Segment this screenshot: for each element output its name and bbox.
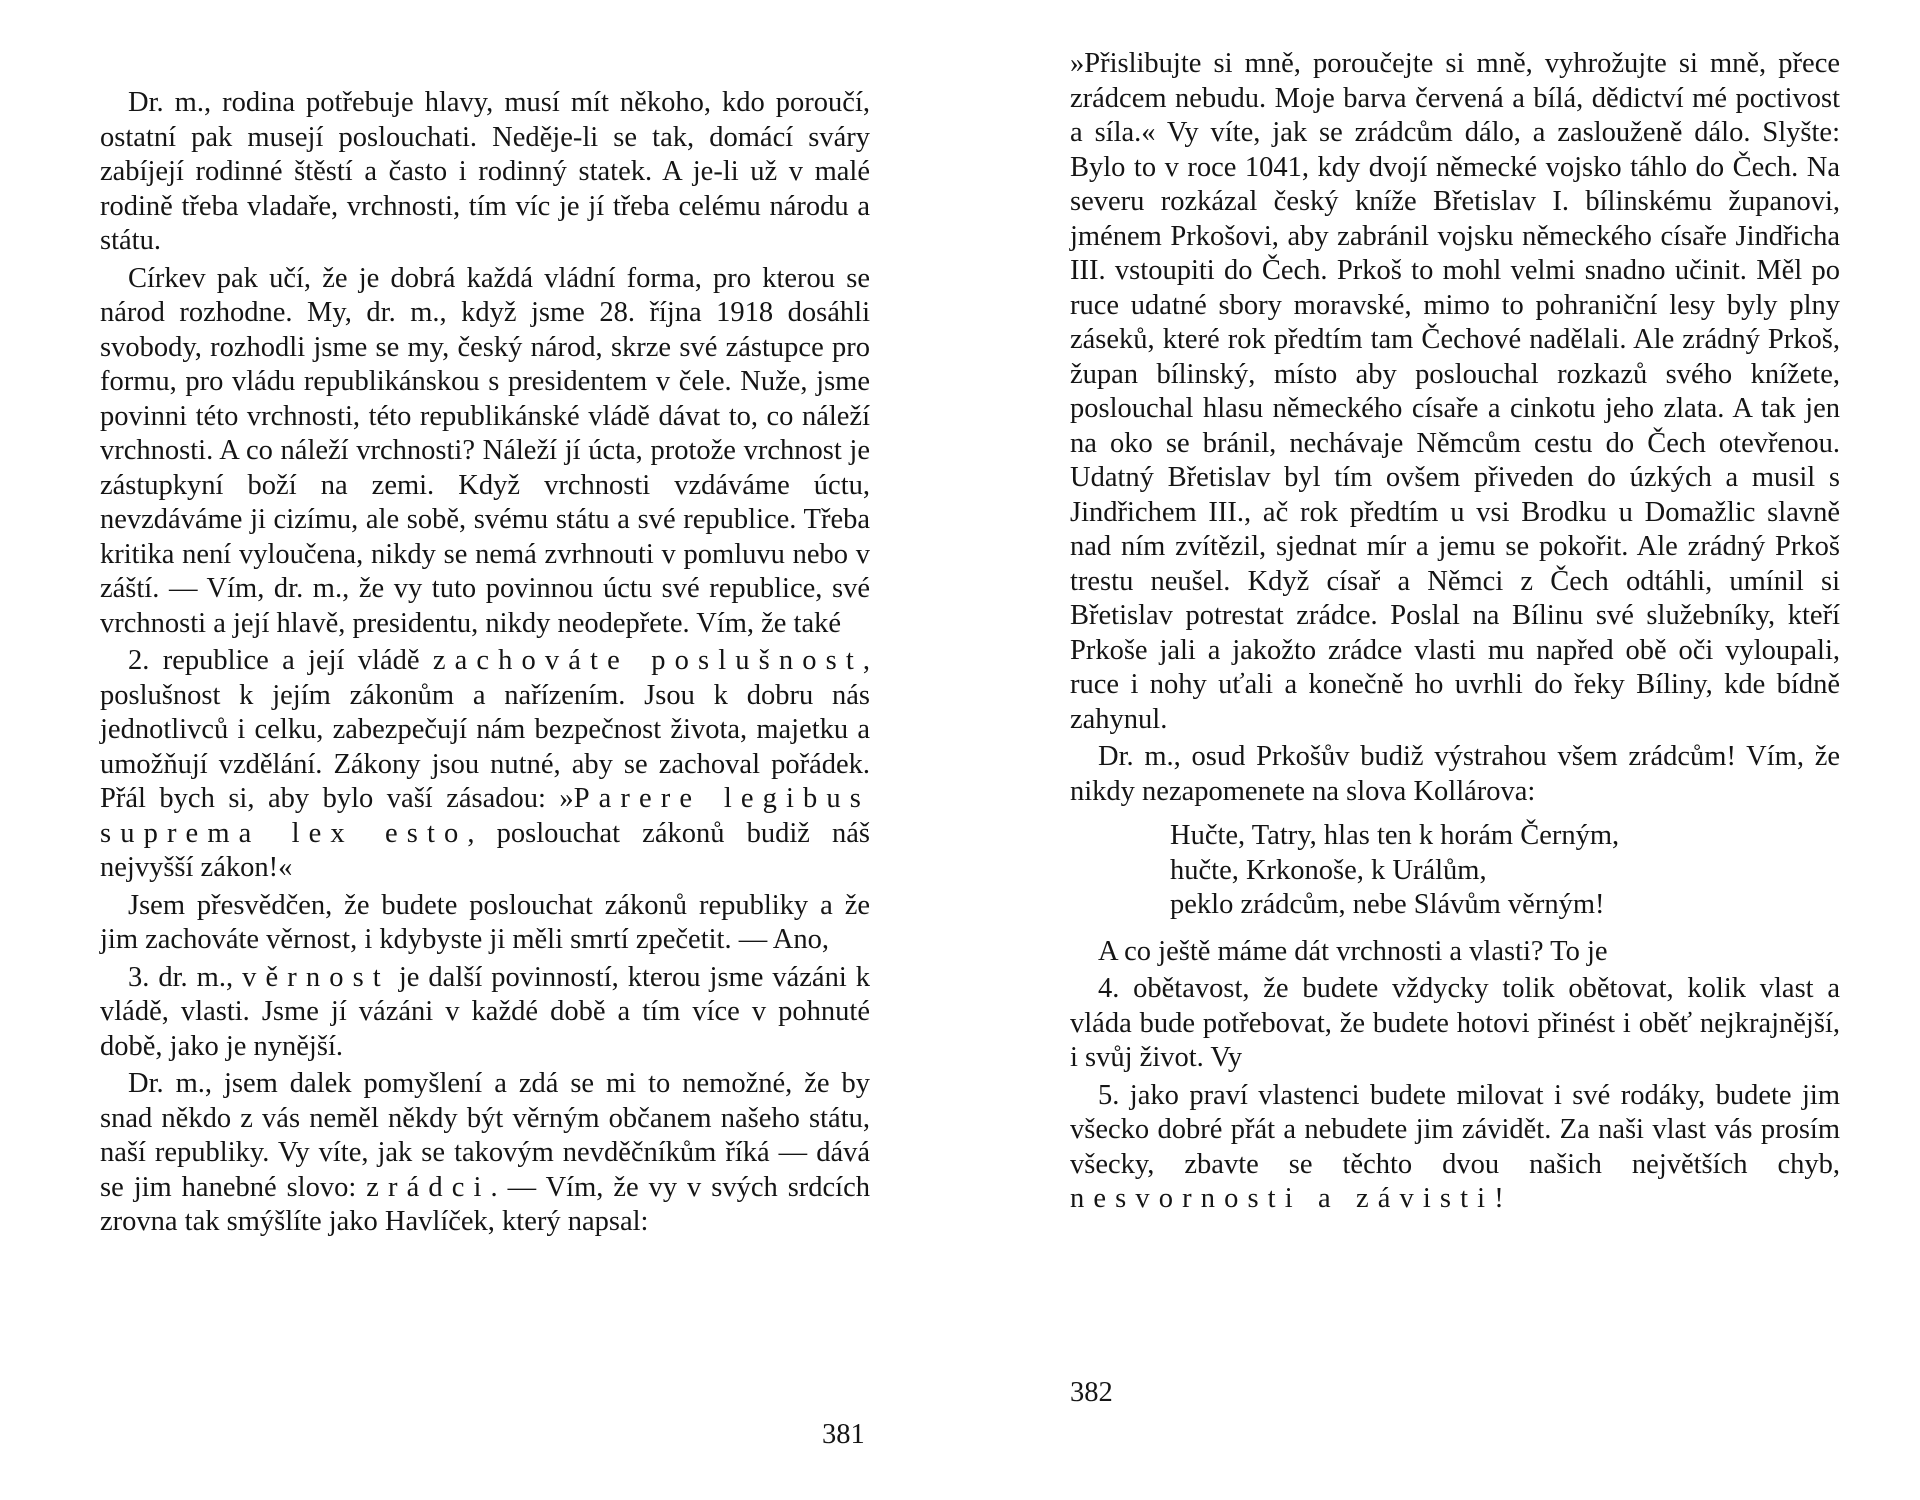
spaced-emphasis: nesvornosti a závisti (1070, 1183, 1495, 1214)
paragraph: Jsem přesvědčen, že budete poslouchat zákonů republiky a že jim zachováte věrnost, i kdybyste ji měli smrtí zpečetit. — Ano, (100, 889, 870, 955)
left-page-text (100, 86, 870, 1243)
spaced-emphasis: zrádci (366, 1171, 491, 1203)
text-run: je další povinností, kterou jsme vázáni k vládě, vlasti. Jsme jí vázáni v každé době a tím více v pohnuté době, jako je nynější. (100, 961, 870, 1062)
paragraph: 4. obětavost, že budete vždycky tolik obětovat, kolik vlast a vláda bude potřebovat, že budete hotovi přinést i oběť nejkrajnější, i svůj život. Vy (1070, 973, 1840, 1073)
paragraph (100, 961, 870, 1065)
text-run: 2. republice a její vládě (128, 645, 433, 676)
spaced-emphasis: věrnost (242, 961, 390, 993)
paragraph: A co ještě máme dát vrchnosti a vlasti? To je (1098, 935, 1608, 967)
spaced-emphasis: zachováte poslušnost (432, 645, 863, 676)
poem-line: hučte, Krkonoše, k Urálům, (1170, 854, 1487, 886)
paragraph (100, 1067, 870, 1240)
text-run: ! (1494, 1183, 1504, 1214)
poem-line: peklo zrádcům, nebe Slávům věrným! (1170, 889, 1605, 920)
page-number: 382 (1070, 1377, 1113, 1408)
text-run: , poslušnost k jejím zákonům a nařízením. Jsou k dobru nás jednotlivců i celku, zabezpečují nám bezpečnost života, majetku a umožňují vzdělání. Zákony jsou nutné, aby se zachoval pořádek. Přál bych si, aby bylo vaší zásadou: » (100, 645, 870, 814)
poem-line: Hučte, Tatry, hlas ten k horám Černým, (1170, 820, 1620, 851)
paragraph (100, 644, 870, 886)
paragraph: »Přislibujte si mně, poroučejte si mně, vyhrožujte si mně, přece zrádcem nebudu. Moje barva červená a bílá, dědictví mé poctivost a síla.« Vy víte, jak se zrádcům dálo, a zaslouženě dálo. Slyšte: Bylo to v roce 1041, kdy dvojí německé vojsko táhlo do Čech. Na severu rozkázal český kníže Břetislav I. bílinskému županovi, jménem Prkošovi, aby zabránil vojsku německého císaře Jindřicha III. vstoupiti do Čech. Prkoš to mohl velmi snadno učinit. Měl po ruce udatné sbory moravské, mimo to pohraniční lesy byly plny záseků, které rok předtím tam Čechové nadělali. Ale zrádný Prkoš, župan bílinský, místo aby poslouchal rozkazů svého knížete, poslouchal hlasu německého císaře a cinkotu jeho zlata. A tak jen na oko se bránil, nechávaje Němcům cestu do Čech otevřenou. Udatný Břetislav byl tím ovšem přiveden do úzkých a musil s Jindřichem III., ač rok předtím u vsi Brodku u Domažlic slavně nad ním zvítězil, sjednat mír a jemu se pokořit. Ale zrádný Prkoš trestu neušel. Když císař a Němci z Čech odtáhli, umínil si Břetislav potrestat zrádce. Poslal na Bílinu své služebníky, kteří Prkoše jali a jakožto zrádce vlasti mu napřed obě oči vyloupali, ruce i nohy uťali a konečně ho uvrhli do řeky Bíliny, kde bídně zahynul. (1070, 48, 1840, 735)
left-page (100, 0, 870, 1500)
page-number: 381 (822, 1419, 865, 1450)
paragraph: Dr. m., rodina potřebuje hlavy, musí mít někoho, kdo poroučí, ostatní pak musejí poslouchati. Neděje-li se tak, domácí sváry zabíjejí rodinné štěstí a často i rodinný statek. A je-li už v malé rodině třeba vladaře, vrchnosti, tím víc je jí třeba celému národu a státu. (100, 87, 870, 256)
spaced-emphasis: Parere legibus suprema lex esto (100, 783, 870, 849)
text-run: . — Vím, že vy v svých srdcích zrovna tak smýšlíte jako Havlíček, který napsal: (100, 1171, 871, 1237)
text-run: 5. jako praví vlastenci budete milovat i své rodáky, budete jim všecko dobré přát a nebudete jim závidět. Za naši vlast vás prosím všecky, zbavte se těchto dvou našich největších chyb, (1070, 1079, 1840, 1180)
right-page (1070, 0, 1840, 1500)
text-run: , poslouchat zákonů budiž náš nejvyšší zákon!« (100, 817, 870, 883)
poem-quote (1070, 819, 1840, 923)
paragraph: Dr. m., osud Prkošův budiž výstrahou všem zrádcům! Vím, že nikdy nezapomenete na slova Kollárova: (1070, 741, 1840, 807)
right-page-text (1070, 47, 1840, 1220)
paragraph (1070, 1079, 1840, 1217)
text-run: 3. dr. m., (128, 961, 243, 993)
paragraph: Církev pak učí, že je dobrá každá vládní forma, pro kterou se národ rozhodne. My, dr. m., když jsme 28. října 1918 dosáhli svobody, rozhodli jsme se my, český národ, skrze své zástupce pro formu, pro vládu republikánskou s presidentem v čele. Nuže, jsme povinni této vrchnosti, této republikánské vládě dávat to, co náleží vrchnosti. A co náleží vrchnosti? Náleží jí úcta, protože vrchnost je zástupkyní boží na zemi. Když vrchnosti vzdáváme úctu, nevzdáváme ji cizímu, ale sobě, svému státu a své republice. Třeba kritika není vyloučena, nikdy se nemá zvrhnouti v pomluvu nebo v záští. — Vím, dr. m., že vy tuto povinnou úctu své republice, své vrchnosti a její hlavě, presidentu, nikdy neodepřete. Vím, že také (100, 262, 870, 639)
text-run: Dr. m., jsem dalek pomyšlení a zdá se mi to nemožné, že by snad někdo z vás neměl někdy být věrným občanem našeho státu, naší republiky. Vy víte, jak se takovým nevděčníkům říká — dává se jim hanebné slovo: (100, 1068, 870, 1203)
